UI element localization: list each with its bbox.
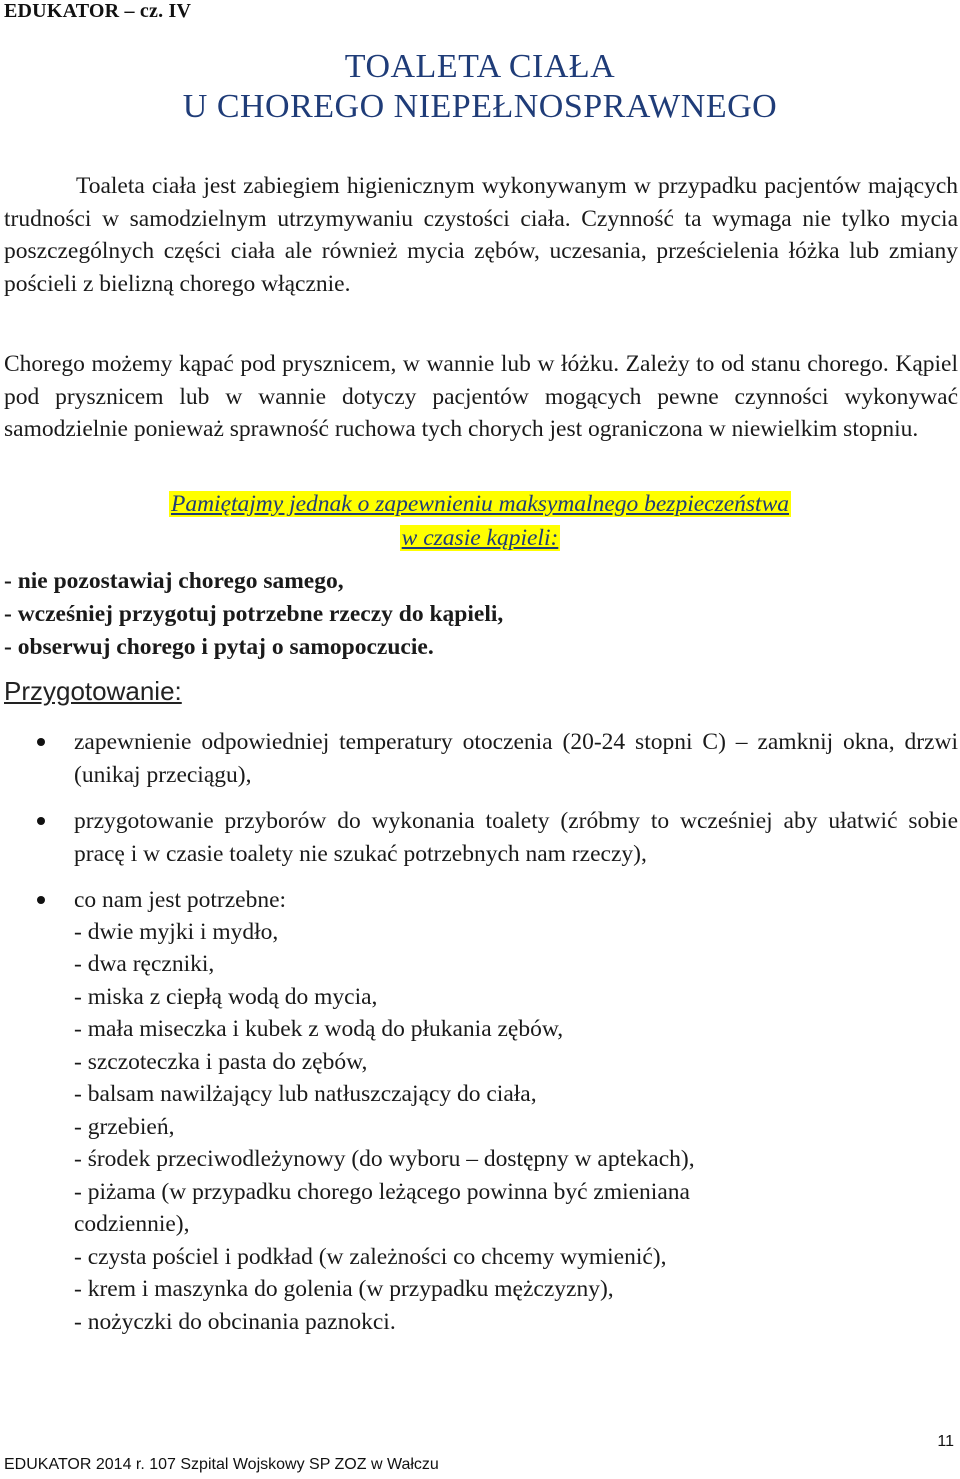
document-title-line-2: U CHOREGO NIEPEŁNOSPRAWNEGO xyxy=(182,88,778,125)
supply-item: - szczoteczka i pasta do zębów, xyxy=(74,1049,368,1075)
supply-item: - balsam nawilżający lub natłuszczający do ciała, xyxy=(74,1081,537,1107)
document-title-line-1: TOALETA CIAŁA xyxy=(344,48,616,85)
preparation-bullet: przygotowanie przyborów do wykonania toalety (zróbmy to wcześniej aby ułatwić sobie pracę i w czasie toalety nie szukać potrzebnych nam rzeczy), xyxy=(74,808,958,867)
supply-item: - miska z ciepłą wodą do mycia, xyxy=(74,984,378,1010)
safety-highlight-text-1: Pamiętajmy jednak o zapewnieniu maksymalnego bezpieczeństwa xyxy=(170,491,790,517)
section-title-preparation: Przygotowanie: xyxy=(4,676,182,706)
supply-item: - mała miseczka i kubek z wodą do płukania zębów, xyxy=(74,1016,564,1042)
intro-paragraph-1: Toaleta ciała jest zabiegiem higienicznym wykonywanym w przypadku pacjentów mających trudności w samodzielnym utrzymywaniu czystości ciała. Czynność ta wymaga nie tylko mycia poszczególnych części ciała ale również mycia zębów, uczesania, prześcielenia łóżka lub zmiany pościeli z bielizną chorego włącznie. xyxy=(4,173,958,297)
bullet-icon xyxy=(37,817,45,825)
supply-item: - piżama (w przypadku chorego leżącego powinna być zmieniana xyxy=(74,1179,690,1205)
supply-item: - czysta pościel i podkład (w zależności co chcemy wymienić), xyxy=(74,1244,667,1270)
page-number: 11 xyxy=(937,1433,954,1450)
supply-item: - grzebień, xyxy=(74,1114,175,1140)
preparation-bullet: co nam jest potrzebne: xyxy=(74,887,287,913)
safety-highlight-line-2 xyxy=(0,522,960,555)
bullet-icon xyxy=(37,896,45,904)
supply-item: - krem i maszynka do golenia (w przypadku mężczyzny), xyxy=(74,1276,614,1302)
supply-item: - nożyczki do obcinania paznokci. xyxy=(74,1309,396,1335)
safety-highlight-text-2: w czasie kąpieli: xyxy=(401,525,559,551)
supply-item: - dwie myjki i mydło, xyxy=(74,919,279,945)
safety-highlight-line-1 xyxy=(0,488,960,521)
supply-item: codziennie), xyxy=(74,1211,190,1237)
intro-paragraph-2: Chorego możemy kąpać pod prysznicem, w wannie lub w łóżku. Zależy to od stanu chorego. Kąpiel pod prysznicem lub w wannie dotyczy pacjentów mogących pewne czynności wykonywać samodzielnie ponieważ sprawność ruchowa tych chorych jest ograniczona w niewielkim stopniu. xyxy=(4,351,958,443)
document-series-header: EDUKATOR – cz. IV xyxy=(4,0,192,22)
safety-rule: - nie pozostawiaj chorego samego, xyxy=(4,568,344,594)
preparation-bullet: zapewnienie odpowiedniej temperatury otoczenia (20-24 stopni C) – zamknij okna, drzwi (unikaj przeciągu), xyxy=(74,729,958,788)
supply-item: - dwa ręczniki, xyxy=(74,951,215,977)
page-footer: EDUKATOR 2014 r. 107 Szpital Wojskowy SP ZOZ w Wałczu xyxy=(4,1456,439,1473)
supply-item: - środek przeciwodleżynowy (do wyboru – dostępny w aptekach), xyxy=(74,1146,695,1172)
safety-rule: - obserwuj chorego i pytaj o samopoczucie. xyxy=(4,634,434,660)
safety-rule: - wcześniej przygotuj potrzebne rzeczy do kąpieli, xyxy=(4,601,504,627)
bullet-icon xyxy=(37,738,45,746)
